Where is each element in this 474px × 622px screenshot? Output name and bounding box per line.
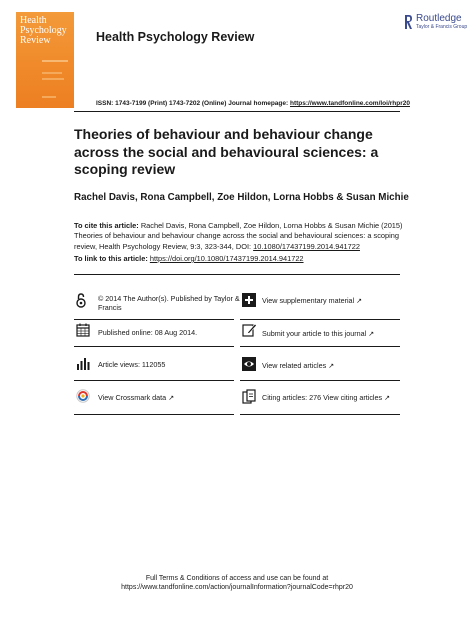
footer-terms-link[interactable]: https://www.tandfonline.com/action/journalInformation?journalCode=rhpr20: [121, 584, 353, 591]
info-divider: [240, 414, 400, 415]
article-title: Theories of behaviour and behaviour change across the social and behavioural sciences: a scoping review: [74, 126, 379, 177]
link-to-article: [74, 254, 304, 263]
info-divider: [240, 380, 400, 381]
edit-pencil-icon: [242, 322, 257, 337]
cover-decoration: [42, 60, 68, 62]
cover-decoration: [42, 72, 62, 74]
info-divider: [240, 319, 400, 320]
link-label: To link to this article:: [74, 254, 150, 263]
article-views: Article views: 112055: [98, 360, 166, 369]
cover-decoration: [42, 78, 64, 80]
cite-text: Rachel Davis, Rona Campbell, Zoe Hildon, Lorna Hobbs & Susan Michie (2015) Theories of behaviour and behaviour change across the social and behavioural sciences: a scoping review, Health Psychology Review, 9:3, 323-344, DOI:: [74, 221, 403, 251]
open-access-icon: [76, 293, 86, 308]
external-link-icon: ↗: [168, 395, 175, 402]
info-divider: [74, 319, 234, 320]
supplementary-label: View supplementary material: [262, 296, 355, 305]
crossmark-link[interactable]: [98, 393, 174, 403]
cover-title: Health Psychology Review: [20, 15, 67, 46]
journal-cover-image: [16, 12, 74, 108]
issn-line: [96, 100, 410, 107]
crossmark-label: View Crossmark data: [98, 393, 167, 402]
journal-name: Health Psychology Review: [96, 30, 255, 44]
doi-link[interactable]: 10.1080/17437199.2014.941722: [253, 241, 360, 251]
supplementary-plus-icon: [242, 293, 256, 307]
external-link-icon: ↗: [328, 363, 335, 370]
cover-decoration: [42, 96, 56, 98]
related-articles-link[interactable]: [262, 361, 334, 371]
article-doi-link[interactable]: https://doi.org/10.1080/17437199.2014.941722: [149, 254, 304, 263]
routledge-logo-icon: [404, 14, 413, 30]
citation-block: [74, 221, 404, 252]
info-divider: [74, 346, 234, 347]
calendar-icon: [76, 323, 90, 337]
related-articles-icon: [242, 357, 256, 371]
citing-articles-link[interactable]: [262, 393, 390, 403]
title-divider: [74, 274, 400, 275]
publisher-name: Routledge: [416, 13, 462, 24]
external-link-icon: ↗: [356, 298, 363, 305]
info-divider: [240, 346, 400, 347]
cite-label: To cite this article:: [74, 221, 141, 230]
external-link-icon: ↗: [384, 395, 390, 402]
article-authors: Rachel Davis, Rona Campbell, Zoe Hildon, Lorna Hobbs & Susan Michie: [74, 192, 409, 203]
issn-text: ISSN: 1743-7199 (Print) 1743-7202 (Online) Journal homepage:: [96, 100, 290, 107]
journal-homepage-link[interactable]: https://www.tandfonline.com/loi/rhpr20: [289, 100, 410, 107]
citing-articles-icon: [242, 389, 257, 404]
footer-terms: Full Terms & Conditions of access and use can be found at: [145, 575, 329, 582]
supplementary-link[interactable]: [262, 296, 362, 306]
info-divider: [74, 414, 234, 415]
license-text: © 2014 The Author(s). Published by Taylor & Francis: [98, 294, 240, 312]
info-divider: [74, 380, 234, 381]
citing-label: Citing articles: 276 View citing articles: [262, 393, 383, 402]
header-divider: [74, 111, 400, 112]
published-date: Published online: 08 Aug 2014.: [98, 328, 198, 337]
external-link-icon: ↗: [368, 331, 375, 338]
submit-article-link[interactable]: [262, 329, 374, 339]
bar-chart-icon: [77, 358, 91, 370]
related-label: View related articles: [262, 361, 327, 370]
submit-label: Submit your article to this journal: [262, 329, 367, 338]
publisher-subtitle: Taylor & Francis Group: [416, 24, 468, 30]
crossmark-icon: [76, 389, 90, 403]
